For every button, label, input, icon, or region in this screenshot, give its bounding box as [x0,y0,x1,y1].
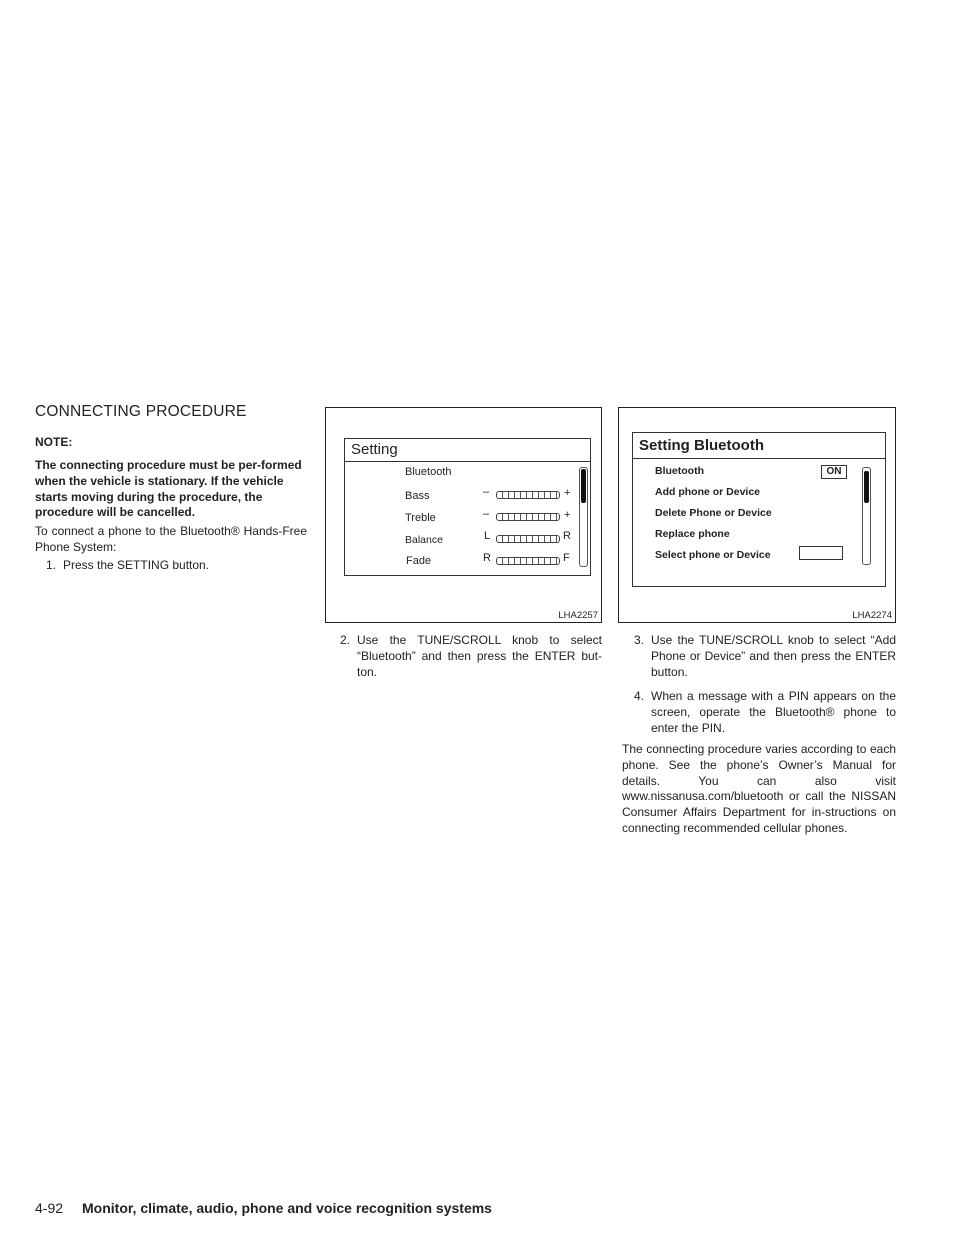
closing-paragraph: The connecting procedure varies according to each phone. See the phone’s Owner’s Manual for details. You can also visit www.nissanusa.com/bluetooth or call the NISSAN Consumer Affairs Department for in-structions on connecting recommended cellular phones. [622,742,896,835]
balance-right: R [563,530,571,542]
bass-minus: – [483,486,490,498]
step-number: 2. [340,633,351,647]
treble-slider [496,513,560,521]
figure-setting-bluetooth-screen [618,407,896,623]
step-text: Press the SETTING button. [63,558,210,572]
menu-item-delete-phone: Delete Phone or Device [655,507,772,519]
balance-slider [496,535,560,543]
scrollbar-thumb [581,469,586,503]
figure-code: LHA2257 [558,610,598,621]
step-number: 4. [634,689,645,703]
treble-plus: + [564,509,571,521]
step-text: When a message with a PIN appears on the screen, operate the Bluetooth® phone to enter the PIN. [651,689,896,735]
title-divider [345,461,590,462]
figure-setting-screen [325,407,602,623]
fade-slider [496,557,560,565]
bluetooth-on-indicator: ON [821,465,847,479]
bass-slider [496,491,560,499]
step-3 [634,633,896,680]
menu-item-fade: Fade [406,555,432,567]
scrollbar-thumb [864,471,869,503]
step-4 [634,689,896,736]
menu-item-treble: Treble [405,512,436,524]
step-text: Use the TUNE/SCROLL knob to select “Bluetooth” and then press the ENTER but-ton. [357,633,602,679]
figure-code: LHA2274 [852,610,892,621]
step-number: 3. [634,633,645,647]
step-1 [46,558,308,574]
intro-paragraph: To connect a phone to the Bluetooth® Hands-Free Phone System: [35,524,307,554]
fade-front: F [563,552,570,564]
page-number: 4-92 [35,1200,64,1216]
menu-item-bluetooth: Bluetooth [405,466,452,478]
menu-item-replace-phone: Replace phone [655,528,730,540]
setting-screen [344,438,591,576]
chapter-title: Monitor, climate, audio, phone and voice recognition systems [82,1200,492,1216]
treble-minus: – [483,508,490,520]
section-heading: CONNECTING PROCEDURE [35,403,247,420]
setting-bluetooth-screen [632,432,886,587]
step-2 [340,633,602,680]
menu-item-bass: Bass [405,490,430,502]
note-body: The connecting procedure must be per-formed when the vehicle is stationary. If the vehicle starts moving during the procedure, the procedure will be cancelled. [35,458,302,520]
menu-item-add-phone: Add phone or Device [655,486,761,498]
menu-item-select-phone: Select phone or Device [655,549,771,561]
fade-rear: R [483,552,491,564]
menu-item-balance: Balance [405,534,443,546]
step-text: Use the TUNE/SCROLL knob to select “Add Phone or Device” and then press the ENTER button. [651,633,896,679]
bass-plus: + [564,487,571,499]
selected-device-box [799,546,843,560]
title-divider [633,458,885,459]
note-label: NOTE: [35,435,73,449]
screen-title: Setting [351,441,398,458]
screen-title: Setting Bluetooth [639,437,764,454]
menu-item-bluetooth: Bluetooth [655,465,704,477]
balance-left: L [484,530,491,542]
step-number: 1. [46,558,57,572]
